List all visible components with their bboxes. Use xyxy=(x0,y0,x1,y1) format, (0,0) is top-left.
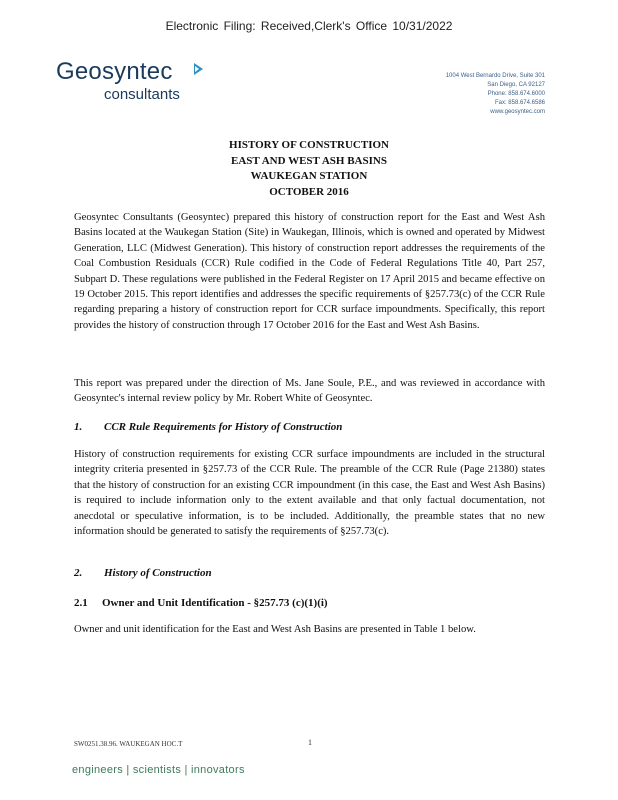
section-number: 1. xyxy=(74,421,83,433)
filing-stamp: Electronic Filing: Received,Clerk's Office 10/31/2022 xyxy=(165,19,453,33)
section-2-1-heading xyxy=(74,597,328,609)
section-title: CCR Rule Requirements for History of Construction xyxy=(104,421,343,433)
section-1-paragraph: History of construction requirements for existing CCR surface impoundments are included in the structural integrity criteria presented in §257.73 of the CCR Rule. The preamble of the CCR Rule (Page 21380) states that the history of construction for an existing CCR impoundment (in this case, the East and West Ash Basins) is required to include information only to the extent available and that only factual documentation, not anecdotal or speculative information, is to be included. Additionally, the preamble states that no new information should be generated to satisfy the requirements of §257.73(c). xyxy=(74,449,545,538)
section-number: 2.1 xyxy=(74,597,88,609)
title-line: WAUKEGAN STATION xyxy=(250,170,368,182)
company-logo-name: Geosyntec xyxy=(56,58,173,85)
page-number: 1 xyxy=(308,738,312,747)
address-line: Phone: 858.674.6000 xyxy=(487,91,545,97)
intro-paragraph: Geosyntec Consultants (Geosyntec) prepared this history of construction report for the East and West Ash Basins located at the Waukegan Station (Site) in Waukegan, Illinois, which is owned and operated by Midwest Generation, LLC (Midwest Generation). This history of construction report addresses the requirements of the Coal Combustion Residuals (CCR) Rule codified in the Code of Federal Regulations Title 40, Part 257, Subpart D. These regulations were published in the Federal Register on 17 April 2015 and became effective on 19 October 2015. This report identifies and addresses the specific requirements of §257.73(c) of the CCR Rule regarding preparing a history of construction report for CCR surface impoundments. Specifically, this report provides the history of construction through 17 October 2016 for the East and West Ash Basins. xyxy=(74,212,545,331)
company-logo-sub: consultants xyxy=(104,86,180,103)
section-2-heading xyxy=(74,567,212,579)
address-line: 1004 West Bernardo Drive, Suite 301 xyxy=(445,73,545,79)
footer-tagline: engineers | scientists | innovators xyxy=(72,764,245,776)
section-title: Owner and Unit Identification - §257.73 (c)(1)(i) xyxy=(102,597,328,609)
logo-arrow-inner xyxy=(195,66,199,72)
company-address xyxy=(446,72,545,117)
section-title: History of Construction xyxy=(104,567,212,579)
document-title xyxy=(0,138,618,200)
title-line: OCTOBER 2016 xyxy=(269,185,349,198)
address-line: Fax: 858.674.6586 xyxy=(494,100,545,106)
address-line: www.geosyntec.com xyxy=(490,109,545,115)
title-line: EAST AND WEST ASH BASINS xyxy=(231,154,387,167)
section-2-1-paragraph: Owner and unit identification for the East and West Ash Basins are presented in Table 1 below. xyxy=(74,624,476,635)
address-line: San Diego, CA 92127 xyxy=(487,82,545,88)
section-1-heading xyxy=(74,421,342,433)
footer-document-code: SW0251.38.96. WAUKEGAN HOC.T xyxy=(74,740,183,748)
direction-paragraph: This report was prepared under the direction of Ms. Jane Soule, P.E., and was reviewed in accordance with Geosyntec's internal review policy by Mr. Robert White of Geosyntec. xyxy=(74,378,545,405)
section-number: 2. xyxy=(74,567,83,579)
title-line: HISTORY OF CONSTRUCTION xyxy=(229,139,389,151)
